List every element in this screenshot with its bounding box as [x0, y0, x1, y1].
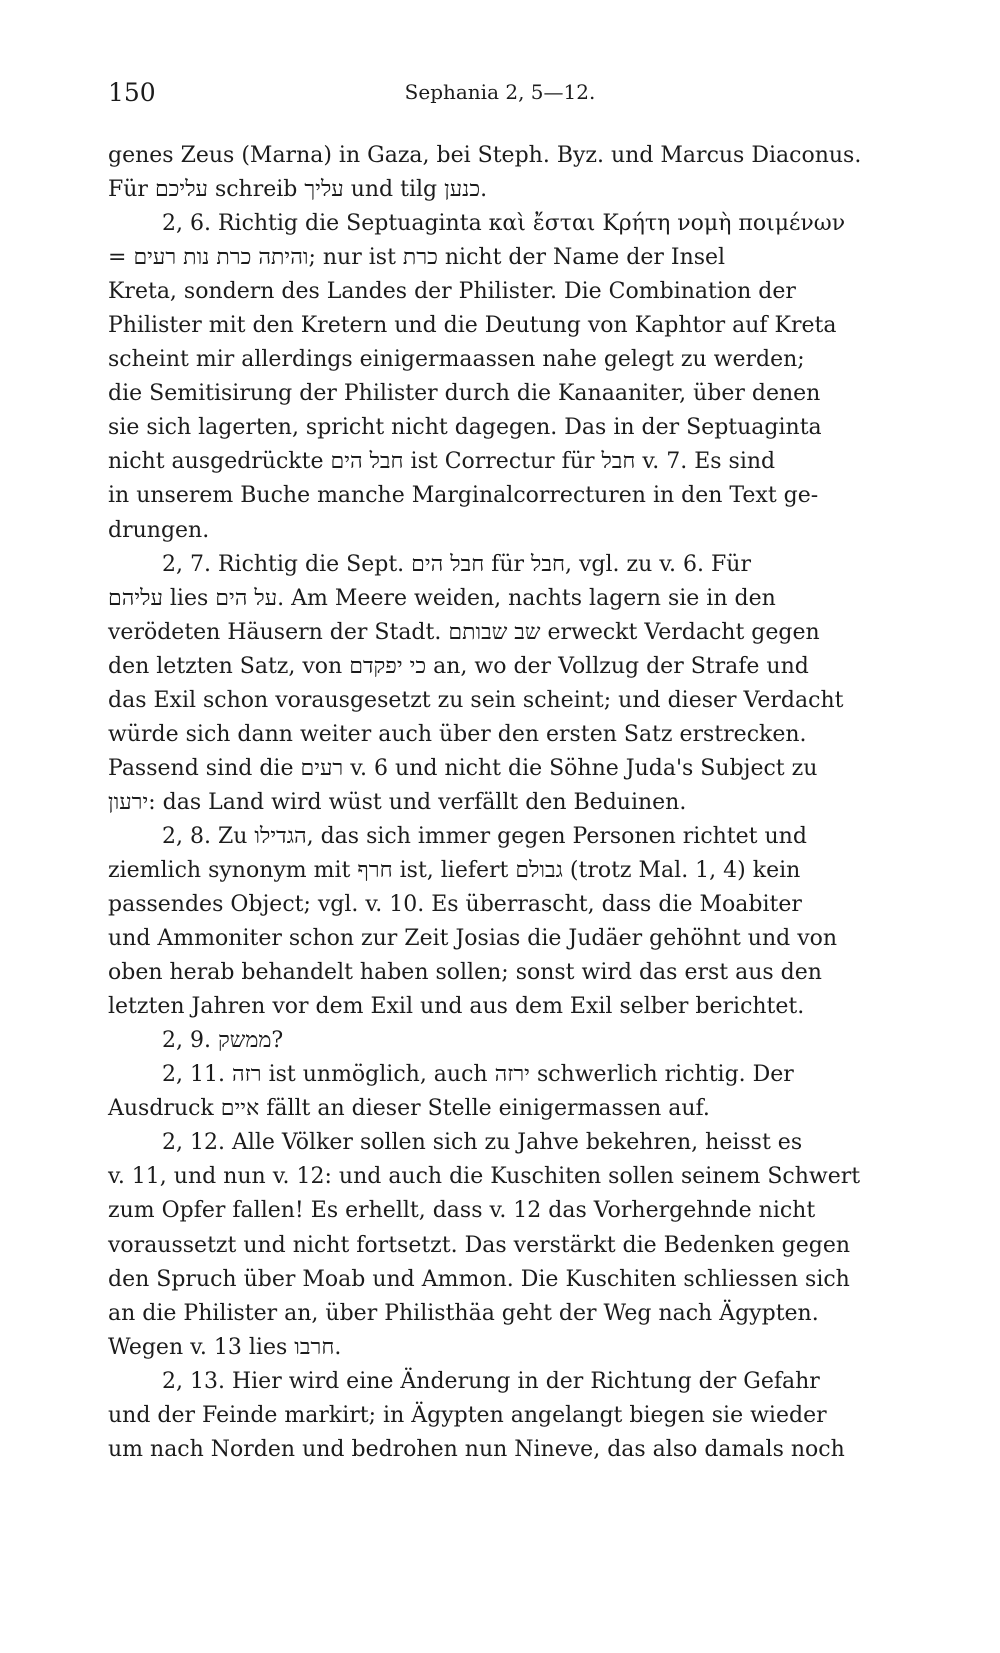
- text-line-content: nicht ausgedrückte חבל הים ist Correctur für חבל v. 7. Es sind: [108, 449, 776, 475]
- text-line: [108, 752, 903, 786]
- paragraph-start-line: [108, 1126, 903, 1160]
- text-line: [108, 1229, 903, 1263]
- text-line-content: Philister mit den Kretern und die Deutung von Kaphtor auf Kreta: [108, 313, 837, 339]
- text-line-content: würde sich dann weiter auch über den ersten Satz erstrecken.: [108, 721, 807, 747]
- text-line-content: Passend sind die רעים v. 6 und nicht die Söhne Juda's Subject zu: [108, 755, 818, 781]
- text-line: [108, 582, 903, 616]
- text-line: [108, 650, 903, 684]
- running-head: Sephania 2, 5—12.: [404, 80, 596, 104]
- text-line-content: 2, 7. Richtig die Sept. חבל הים für חבל, vgl. zu v. 6. Für: [162, 551, 751, 577]
- text-line-content: den letzten Satz, von כי יפקדם an, wo der Vollzug der Strafe und: [108, 653, 809, 679]
- text-line-content: 2, 6. Richtig die Septuaginta καὶ ἔσται Κρήτη νομὴ ποιμένων: [162, 211, 846, 237]
- text-line-content: 2, 8. Zu הגדילו, das sich immer gegen Personen richtet und: [162, 823, 807, 849]
- text-line: [108, 1297, 903, 1331]
- text-line: [108, 241, 903, 275]
- text-line: [108, 1263, 903, 1297]
- paragraph-start-line: [108, 1058, 903, 1092]
- page-number: 150: [108, 78, 156, 107]
- text-line: [108, 888, 903, 922]
- paragraph-start-line: [108, 820, 903, 854]
- text-line-content: 2, 13. Hier wird eine Änderung in der Richtung der Gefahr: [162, 1368, 820, 1394]
- text-line-content: und der Feinde markirt; in Ägypten angelangt biegen sie wieder: [108, 1402, 827, 1428]
- text-line-content: = והיתה כרת נות רעים; nur ist כרת nicht der Name der Insel: [108, 245, 726, 271]
- text-line-content: sie sich lagerten, spricht nicht dagegen. Das in der Septuaginta: [108, 415, 822, 441]
- text-line-content: ziemlich synonym mit חרף ist, liefert גבולם (trotz Mal. 1, 4) kein: [108, 857, 801, 883]
- text-line-content: 2, 9. ממשק?: [162, 1028, 284, 1054]
- text-line-content: oben herab behandelt haben sollen; sonst wird das erst aus den: [108, 960, 822, 986]
- text-line: [108, 1160, 903, 1194]
- text-line: [108, 445, 903, 479]
- text-line-content: 2, 11. רזה ist unmöglich, auch ירזה schwerlich richtig. Der: [162, 1062, 794, 1088]
- text-line-content: drungen.: [108, 517, 210, 543]
- text-line-content: Wegen v. 13 lies חרבו.: [108, 1334, 342, 1360]
- text-line-content: ירעון: das Land wird wüst und verfällt den Beduinen.: [108, 789, 687, 815]
- text-line: [108, 922, 903, 956]
- text-line-content: verödeten Häusern der Stadt. שב שבותם erweckt Verdacht gegen: [108, 619, 820, 645]
- paragraph-start-line: [108, 207, 903, 241]
- text-line: [108, 343, 903, 377]
- text-line: [108, 479, 903, 513]
- text-line: [108, 411, 903, 445]
- text-line: [108, 514, 903, 548]
- text-line: [108, 173, 903, 207]
- text-line: [108, 956, 903, 990]
- text-line-content: Für עליכם schreib עליך und tilg כנען.: [108, 177, 488, 203]
- text-line: [108, 377, 903, 411]
- text-line: [108, 139, 903, 173]
- text-line-content: עליהם lies על הים. Am Meere weiden, nachts lagern sie in den: [108, 585, 776, 611]
- text-line: [108, 309, 903, 343]
- text-line-content: 2, 12. Alle Völker sollen sich zu Jahve bekehren, heisst es: [162, 1130, 803, 1156]
- text-line-content: die Semitisirung der Philister durch die Kanaaniter, über denen: [108, 381, 821, 407]
- text-line-content: in unserem Buche manche Marginalcorrecturen in den Text ge-: [108, 483, 819, 509]
- text-line: [108, 854, 903, 888]
- text-line-content: zum Opfer fallen! Es erhellt, dass v. 12 das Vorhergehnde nicht: [108, 1198, 816, 1224]
- text-line-content: den Spruch über Moab und Ammon. Die Kuschiten schliessen sich: [108, 1266, 850, 1292]
- text-line: [108, 616, 903, 650]
- text-line-content: Kreta, sondern des Landes der Philister. Die Combination der: [108, 279, 796, 305]
- paragraph-start-line: [108, 548, 903, 582]
- text-line: [108, 1433, 903, 1467]
- text-line: [108, 1399, 903, 1433]
- text-line: [108, 1331, 903, 1365]
- text-line: [108, 275, 903, 309]
- body-text: [108, 139, 903, 1467]
- text-line: [108, 1092, 903, 1126]
- text-line-content: voraussetzt und nicht fortsetzt. Das verstärkt die Bedenken gegen: [108, 1232, 851, 1258]
- text-line-content: um nach Norden und bedrohen nun Nineve, das also damals noch: [108, 1436, 845, 1462]
- text-line-content: an die Philister an, über Philisthäa geht der Weg nach Ägypten.: [108, 1300, 819, 1326]
- paragraph-start-line: [108, 1024, 903, 1058]
- text-line-content: letzten Jahren vor dem Exil und aus dem Exil selber berichtet.: [108, 994, 805, 1020]
- text-line-content: scheint mir allerdings einigermaassen nahe gelegt zu werden;: [108, 347, 805, 373]
- paragraph-start-line: [108, 1365, 903, 1399]
- text-line: [108, 990, 903, 1024]
- text-line-content: das Exil schon vorausgesetzt zu sein scheint; und dieser Verdacht: [108, 687, 844, 713]
- text-line: [108, 786, 903, 820]
- text-line-content: Ausdruck איים fällt an dieser Stelle einigermassen auf.: [108, 1096, 710, 1122]
- text-line-content: passendes Object; vgl. v. 10. Es überrascht, dass die Moabiter: [108, 892, 802, 918]
- text-line: [108, 718, 903, 752]
- text-line: [108, 684, 903, 718]
- text-line-content: genes Zeus (Marna) in Gaza, bei Steph. Byz. und Marcus Diaconus.: [108, 143, 862, 168]
- text-line-content: v. 11, und nun v. 12: und auch die Kuschiten sollen seinem Schwert: [108, 1164, 861, 1190]
- text-line-content: und Ammoniter schon zur Zeit Josias die Judäer gehöhnt und von: [108, 926, 838, 952]
- text-line: [108, 1194, 903, 1228]
